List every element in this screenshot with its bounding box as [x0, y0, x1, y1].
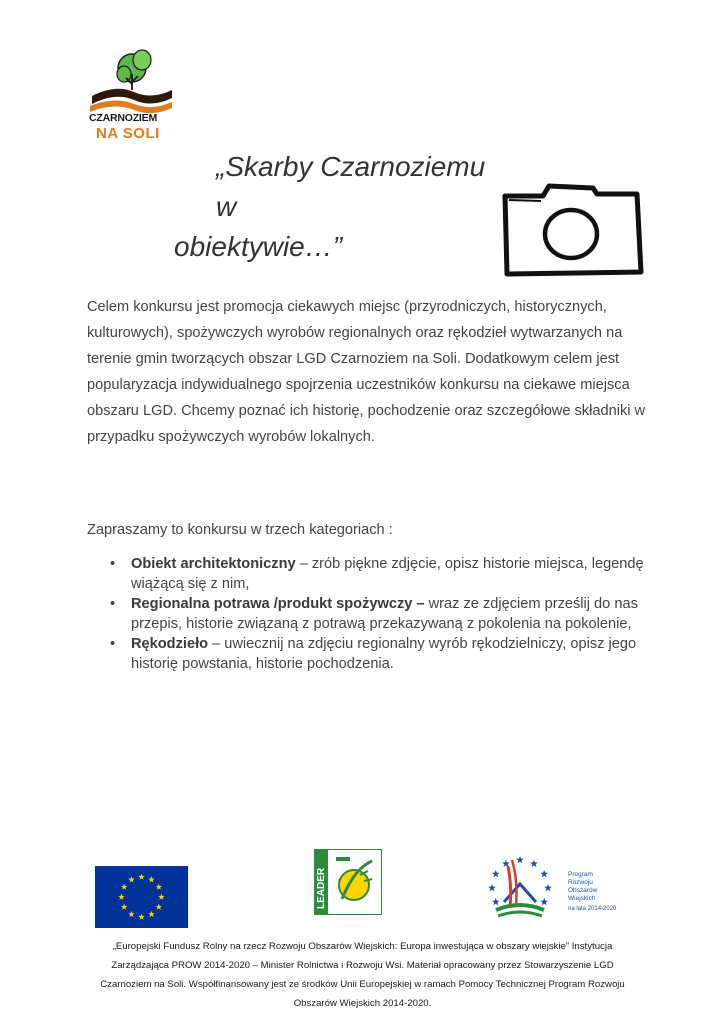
- title-line-2: obiektywie…”: [174, 231, 343, 262]
- star-icon: [488, 884, 496, 891]
- star-icon: [516, 856, 524, 863]
- category-list: [106, 554, 646, 674]
- leader-text: LEADER: [316, 867, 327, 909]
- logo-line-1: CZARNOZIEM: [89, 112, 157, 124]
- category-description: wraz ze zdjęciem prześlij do nas przepis, historie związaną z potrawą przekazywaną z pokolenia na pokolenie,: [131, 596, 638, 632]
- category-name: Regionalna potrawa /produkt spożywczy –: [131, 596, 425, 612]
- page-title: [174, 147, 504, 267]
- footer-text: „Europejski Fundusz Rolny na rzecz Rozwoju Obszarów Wiejskich: Europa inwestująca w obszary wiejskie” Instytucja Zarządzająca PROW 2014-2020 – Minister Rolnictwa i Rozwoju Wsi. Materiał opracowany przez Stowarzyszenie LGD Czarnoziem na Soli. Współfinansowany jest ze środków Unii Europejskiej w ramach Pomocy Technicznej Program Rozwoju Obszarów Wiejskich 2014-2020.: [100, 941, 625, 1009]
- bullet: •: [110, 556, 116, 572]
- category-name: Obiekt architektoniczny: [131, 556, 296, 572]
- star-icon: [530, 860, 538, 867]
- eu-flag-icon: [95, 866, 188, 928]
- category-item: [106, 554, 646, 594]
- star-icon: [540, 898, 548, 905]
- invite-text: Zapraszamy to konkursu w trzech kategoriach :: [87, 522, 393, 538]
- star-icon: [492, 898, 500, 905]
- prow-line: Obszarów: [568, 887, 598, 894]
- prow-logo-icon: [486, 850, 616, 920]
- category-description: – uwiecznij na zdjęciu regionalny wyrób rękodzielniczy, opisz jego historię powstania, historie pochodzenia.: [131, 636, 637, 672]
- leader-logo-icon: [314, 849, 382, 915]
- star-icon: [492, 870, 500, 877]
- intro-paragraph: Celem konkursu jest promocja ciekawych miejsc (przyrodniczych, historycznych, kulturowych), spożywczych wyrobów regionalnych oraz rękodzieł wytwarzanych na terenie gmin tworzących obszar LGD Czarnoziem na Soli. Dodatkowym celem jest popularyzacja indywidualnego spojrzenia uczestników konkursu na ciekawe miejsca obszaru LGD. Chcemy poznać ich historię, pochodzenie oraz szczegółowe składniki w przypadku spożywczych wyrobów lokalnych.: [87, 299, 646, 445]
- bullet: •: [110, 596, 116, 612]
- title-line-1: „Skarby Czarnoziemu w: [216, 151, 486, 222]
- star-icon: [540, 870, 548, 877]
- logo-line-2: NA SOLI: [96, 125, 160, 142]
- star-icon: [544, 884, 552, 891]
- prow-line: Wiejskich: [568, 895, 596, 902]
- camera-icon: [497, 182, 649, 278]
- prow-line: Program: [568, 871, 593, 878]
- category-item: [106, 594, 646, 634]
- prow-line: Rozwoju: [568, 879, 593, 886]
- bullet: •: [110, 636, 116, 652]
- category-description: – zrób piękne zdjęcie, opisz historie miejsca, legendę wiążącą się z nim,: [131, 556, 644, 592]
- prow-line: na lata 2014-2020: [568, 906, 616, 912]
- category-name: Rękodzieło: [131, 636, 209, 652]
- category-item: [106, 634, 646, 674]
